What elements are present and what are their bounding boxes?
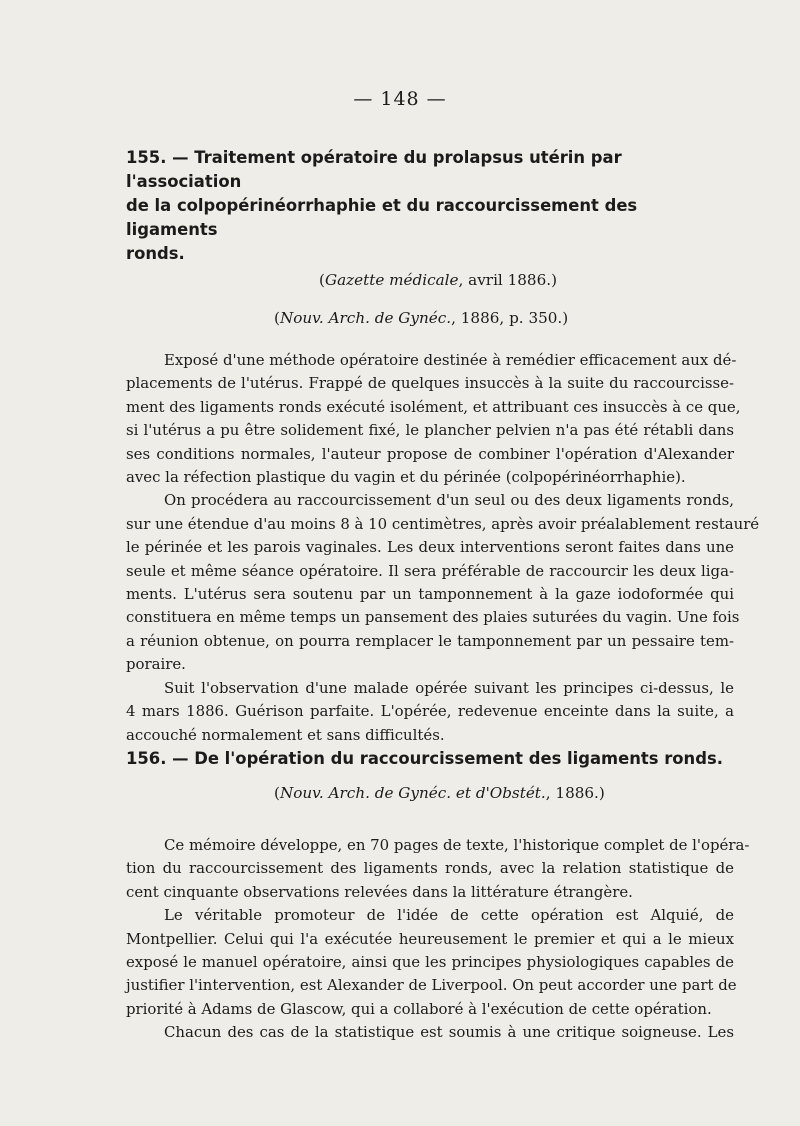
citation-journal: Gazette médicale <box>324 271 459 289</box>
article-156 <box>126 747 750 1045</box>
source-citation <box>126 268 734 292</box>
citation-open: ( <box>274 784 280 802</box>
text-line: justifier l'intervention, est Alexander de Liverpool. On peut accorder une part de <box>126 976 737 995</box>
text-line: On procédera au raccourcissement d'un seul ou des deux ligaments ronds, <box>164 491 734 510</box>
text-line: Ce mémoire développe, en 70 pages de texte, l'historique complet de l'opéra- <box>164 836 750 854</box>
paragraph <box>126 349 741 489</box>
text-line: a réunion obtenue, on pourra remplacer le tamponnement par un pessaire tem- <box>126 631 734 650</box>
text-line: accouché normalement et sans difficultés. <box>126 725 445 744</box>
paragraph <box>126 904 737 1021</box>
source-citation <box>126 306 734 330</box>
text-line: tion du raccourcissement des ligaments ronds, avec la relation statistique de <box>126 859 734 878</box>
article-title <box>126 146 734 266</box>
text-line: poraire. <box>126 655 186 674</box>
citation-details: , 1886.) <box>545 784 605 802</box>
title-line: 155. — Traitement opératoire du prolapsus utérin par l'association <box>126 148 622 191</box>
text-line: exposé le manuel opératoire, ainsi que les principes physiologiques capables de <box>126 953 734 972</box>
article-title <box>126 747 734 771</box>
article-body <box>126 834 750 1045</box>
text-line: avec la réfection plastique du vagin et du périnée (colpopérinéorrhaphie). <box>126 468 686 487</box>
text-line: Suit l'observation d'une malade opérée suivant les principes ci-dessus, le <box>164 678 734 697</box>
text-line: si l'utérus a pu être solidement fixé, le plancher pelvien n'a pas été rétabli dans <box>126 421 734 440</box>
text-line: Exposé d'une méthode opératoire destinée à remédier efficacement aux dé- <box>164 351 737 369</box>
page-number: — 148 — <box>353 88 447 110</box>
text-line: seule et même séance opératoire. Il sera préférable de raccourcir les deux liga- <box>126 561 734 580</box>
paragraph <box>126 677 734 747</box>
text-line: Le véritable promoteur de l'idée de cette opération est Alquié, de <box>164 906 734 925</box>
text-line: ments. L'utérus sera soutenu par un tamponnement à la gaze iodoformée qui <box>126 585 734 604</box>
citation-open: ( <box>274 309 280 327</box>
text-line: sur une étendue d'au moins 8 à 10 centimètres, après avoir préalablement restauré <box>126 514 760 533</box>
text-line: Chacun des cas de la statistique est soumis à une critique soigneuse. Les <box>164 1023 734 1042</box>
paragraph <box>126 1021 734 1044</box>
article-body <box>126 349 760 747</box>
citation-details: , 1886, p. 350.) <box>451 309 569 327</box>
text-line: le périnée et les parois vaginales. Les deux interventions seront faites dans une <box>126 538 734 557</box>
title-line: de la colpopérinéorrhaphie et du raccourcissement des ligaments <box>126 196 638 239</box>
text-line: cent cinquante observations relevées dans la littérature étrangère. <box>126 882 633 901</box>
text-line: priorité à Adams de Glascow, qui a collaboré à l'exécution de cette opération. <box>126 999 712 1018</box>
source-citation <box>126 781 734 805</box>
text-line: ses conditions normales, l'auteur propose de combiner l'opération d'Alexander <box>126 444 734 463</box>
article-155 <box>126 146 760 747</box>
text-line: ment des ligaments ronds exécuté isolément, et attribuant ces insuccès à ce que, <box>126 397 741 416</box>
title-line: ronds. <box>126 244 185 263</box>
text-line: Montpellier. Celui qui l'a exécutée heureusement le premier et qui a le mieux <box>126 929 734 948</box>
text-line: 4 mars 1886. Guérison parfaite. L'opérée, redevenue enceinte dans la suite, a <box>126 702 734 721</box>
title-line: 156. — De l'opération du raccourcissement des ligaments ronds. <box>126 749 723 768</box>
citation-details: , avril 1886.) <box>458 271 558 289</box>
citation-open: ( <box>319 271 325 289</box>
paragraph <box>126 834 750 904</box>
text-line: constituera en même temps un pansement des plaies suturées du vagin. Une fois <box>126 608 740 627</box>
citation-journal: Nouv. Arch. de Gynéc. et d'Obstét. <box>279 784 546 802</box>
text-line: placements de l'utérus. Frappé de quelques insuccès à la suite du raccourcisse- <box>126 374 734 393</box>
paragraph <box>126 489 760 676</box>
citation-journal: Nouv. Arch. de Gynéc. <box>279 309 452 327</box>
